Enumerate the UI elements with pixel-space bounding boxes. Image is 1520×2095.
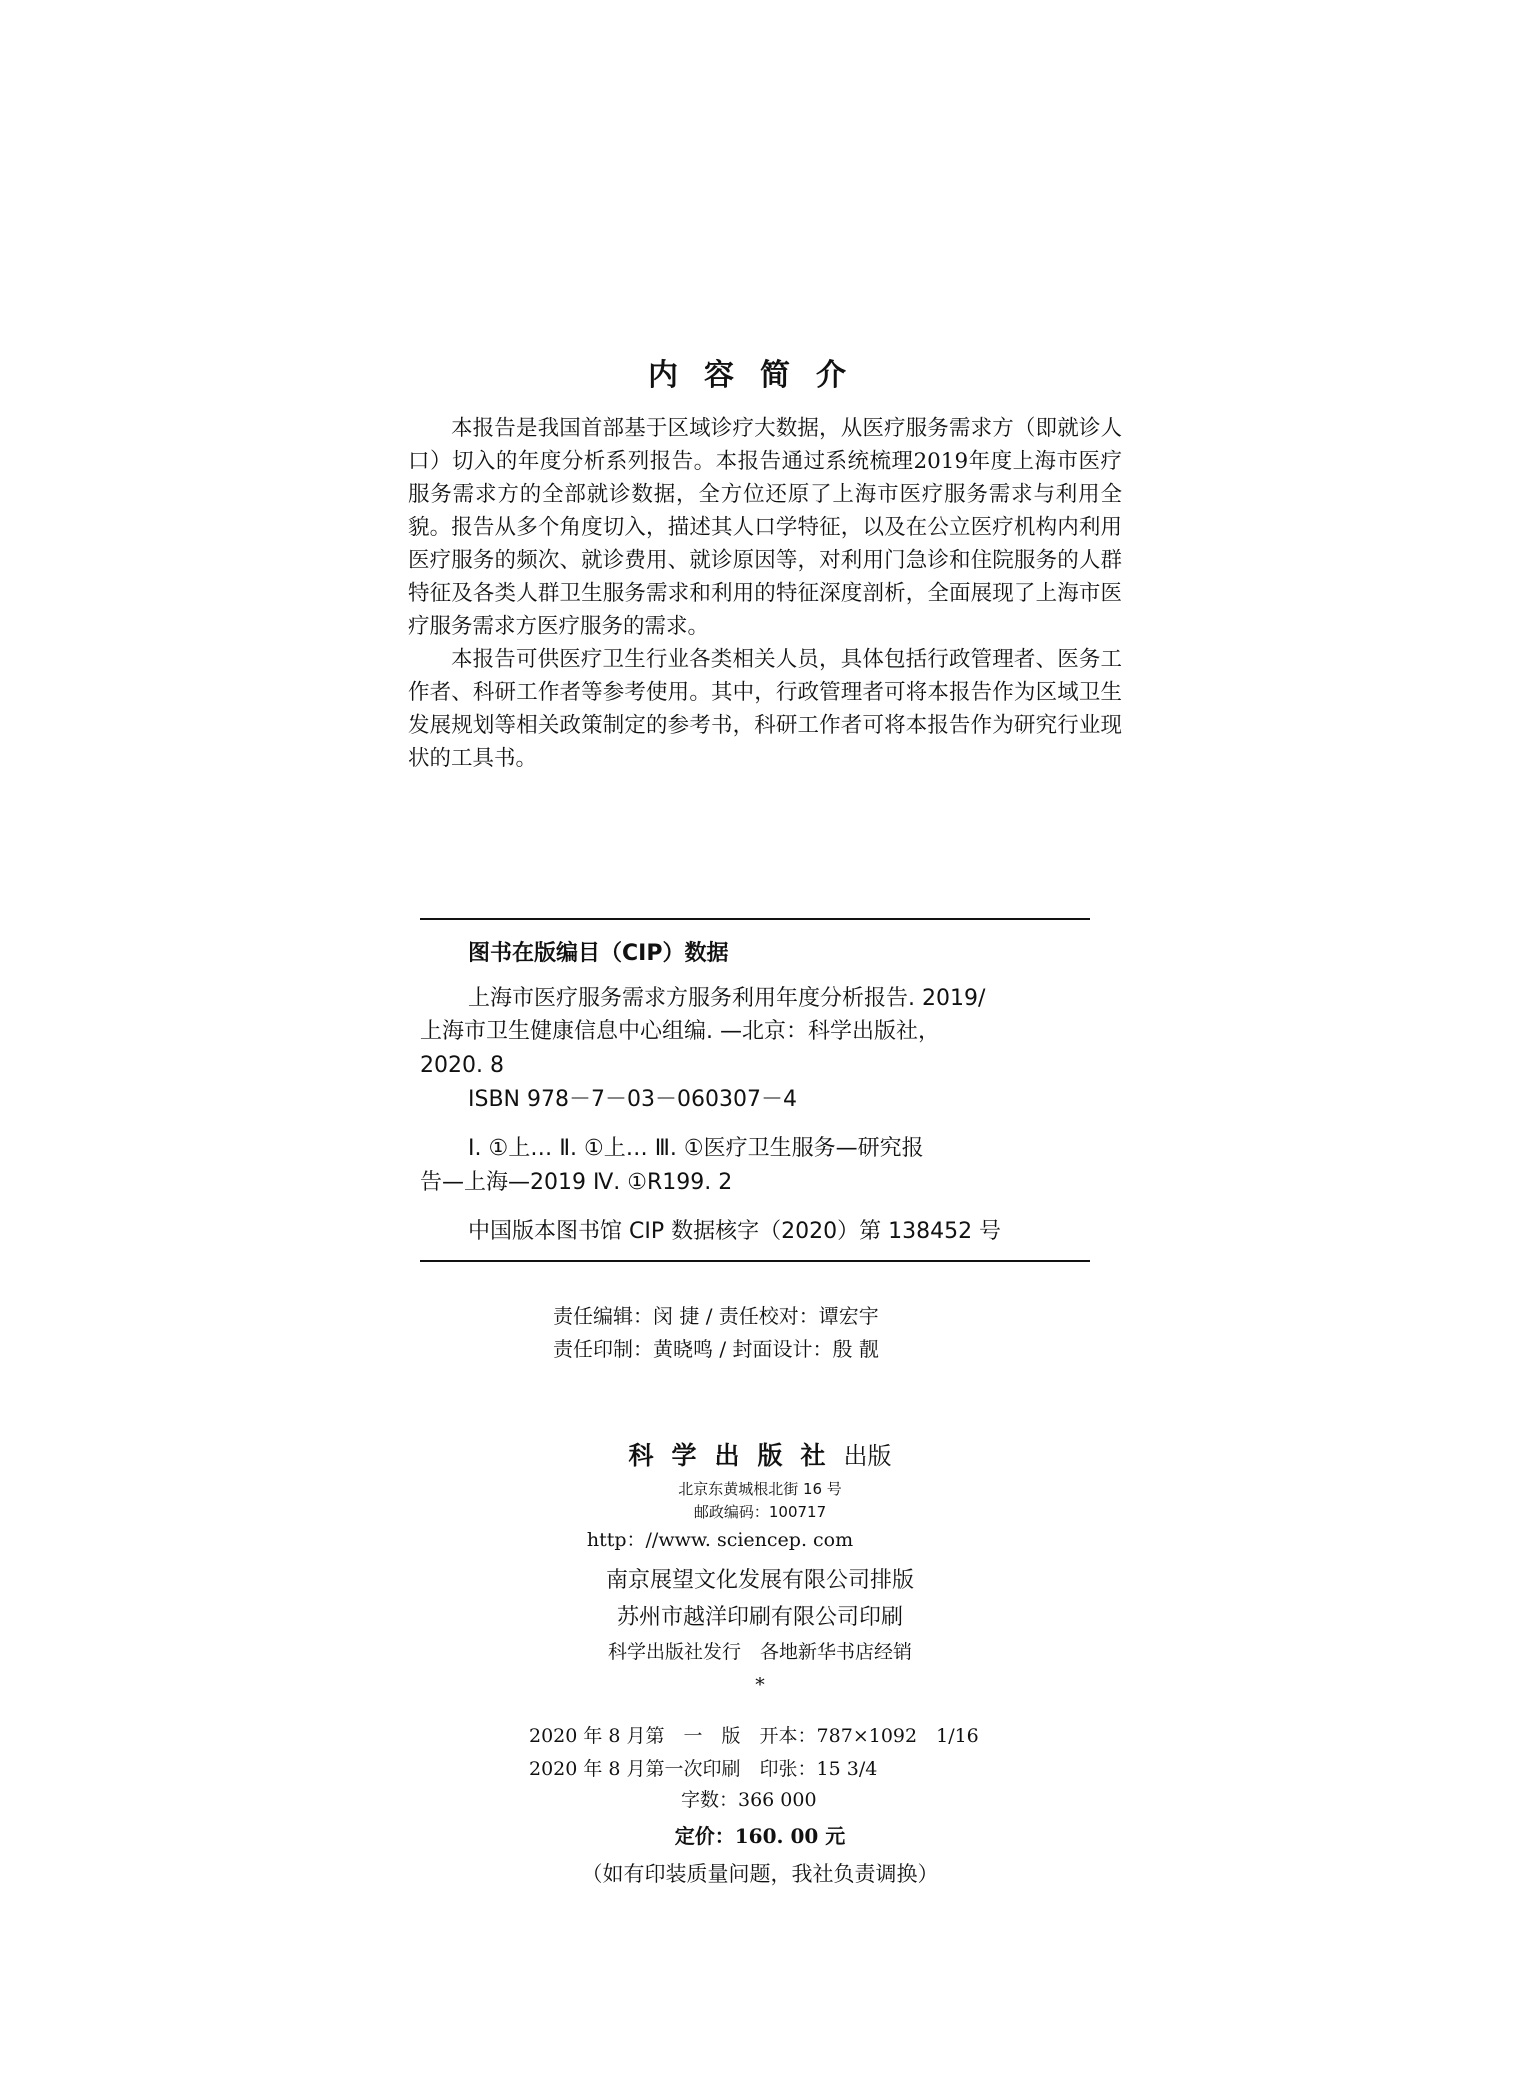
price: 定价：160. 00 元: [674, 1824, 846, 1848]
cip-line-1: 上海市医疗服务需求方服务利用年度分析报告. 2019/: [468, 986, 986, 1011]
quality-note: （如有印装质量问题，我社负责调换）: [581, 1862, 939, 1886]
typesetter: 南京展望文化发展有限公司排版: [605, 1568, 914, 1593]
credits-line-1: 责任编辑：闵 捷 / 责任校对：谭宏宇: [553, 1304, 879, 1328]
cip-line-5: Ⅰ. ①上… Ⅱ. ①上… Ⅲ. ①医疗卫生服务—研究报: [468, 1136, 924, 1161]
edition-info: 2020 年 8 月第 一 版 开本：787×1092 1/16: [529, 1725, 979, 1747]
publisher-url: http：//www. sciencep. com: [586, 1529, 854, 1551]
publisher-suffix: 出版: [843, 1442, 892, 1470]
separator-star: *: [755, 1674, 765, 1696]
cip-line-6: 告—上海—2019 Ⅳ. ①R199. 2: [420, 1170, 733, 1195]
publisher-heading: [0, 1436, 1520, 1472]
cip-top-rule: [420, 918, 1090, 920]
intro-title: 内容简介: [648, 358, 872, 393]
cip-bottom-rule: [420, 1260, 1090, 1262]
intro-paragraph-1: 本报告是我国首部基于区域诊疗大数据，从医疗服务需求方（即就诊人口）切入的年度分析系列报告。本报告通过系统梳理2019年度上海市医疗服务需求方的全部就诊数据，全方位还原了上海市医疗服务需求与利用全貌。报告从多个角度切入，描述其人口学特征，以及在公立医疗机构内利用医疗服务的频次、就诊费用、就诊原因等，对利用门急诊和住院服务的人群特征及各类人群卫生服务需求和利用的特征深度剖析，全面展现了上海市医疗服务需求方医疗服务的需求。: [408, 416, 1122, 639]
printing-info: 2020 年 8 月第一次印刷 印张：15 3/4: [529, 1758, 878, 1780]
credits-line-2: 责任印制：黄晓鸣 / 封面设计：殷 靓: [553, 1337, 879, 1361]
cip-record-number: 中国版本图书馆 CIP 数据核字（2020）第 138452 号: [468, 1219, 1002, 1244]
intro-paragraph-2: 本报告可供医疗卫生行业各类相关人员，具体包括行政管理者、医务工作者、科研工作者等参考使用。其中，行政管理者可将本报告作为区域卫生发展规划等相关政策制定的参考书，科研工作者可将本报告作为研究行业现状的工具书。: [408, 647, 1122, 771]
cip-line-3: 2020. 8: [420, 1053, 504, 1078]
printer: 苏州市越洋印刷有限公司印刷: [616, 1605, 903, 1630]
word-count: 字数：366 000: [681, 1789, 817, 1811]
publisher-postcode: 邮政编码：100717: [693, 1503, 827, 1521]
publisher-name: 科学出版社: [628, 1441, 844, 1470]
distribution: 科学出版社发行 各地新华书店经销: [607, 1641, 912, 1663]
cip-heading: 图书在版编目（CIP）数据: [468, 941, 729, 966]
cip-isbn: ISBN 978－7－03－060307－4: [468, 1087, 797, 1112]
publisher-address: 北京东黄城根北街 16 号: [678, 1480, 842, 1498]
cip-line-2: 上海市卫生健康信息中心组编. —北京：科学出版社，: [420, 1019, 940, 1044]
